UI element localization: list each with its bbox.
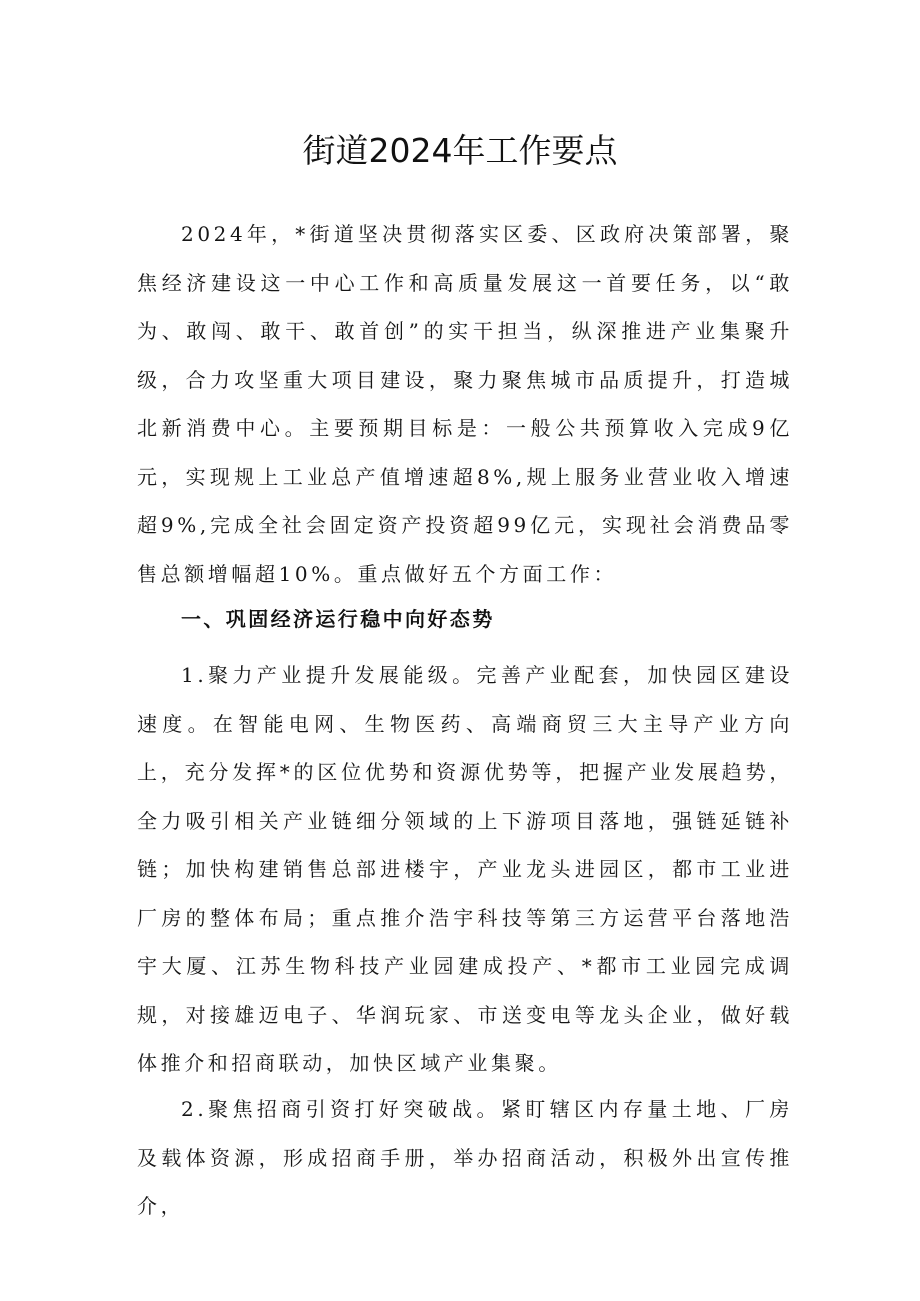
section-heading: 一、巩固经济运行稳中向好态势 xyxy=(181,607,495,631)
item-1-paragraph: 1.聚力产业提升发展能级。完善产业配套，加快园区建设速度。在智能电网、生物医药、高端商贸三大主导产业方向上，充分发挥*的区位优势和资源优势等，把握产业发展趋势，全力吸引相关产业链细分领域的上下游项目落地，强链延链补链；加快构建销售总部进楼宇，产业龙头进园区，都市工业进厂房的整体布局；重点推介浩宇科技等第三方运营平台落地浩宇大厦、江苏生物科技产业园建成投产、*都市工业园完成调规，对接雄迈电子、华润玩家、市送变电等龙头企业，做好载体推介和招商联动，加快区域产业集聚。 xyxy=(137,663,793,1075)
item-2-paragraph: 2.聚焦招商引资打好突破战。紧盯辖区内存量土地、厂房及载体资源，形成招商手册，举办招商活动，积极外出宣传推介， xyxy=(137,1097,793,1218)
document-title: 街道2024年工作要点 xyxy=(302,131,618,170)
intro-paragraph: 2024年，*街道坚决贯彻落实区委、区政府决策部署，聚焦经济建设这一中心工作和高质量发展这一首要任务，以“敢为、敢闯、敢干、敢首创”的实干担当，纵深推进产业集聚升级，合力攻坚重大项目建设，聚力聚焦城市品质提升，打造城北新消费中心。主要预期目标是：一般公共预算收入完成9亿元，实现规上工业总产值增速超8%,规上服务业营业收入增速超9%,完成全社会固定资产投资超99亿元，实现社会消费品零售总额增幅超10%。重点做好五个方面工作： xyxy=(137,222,793,586)
